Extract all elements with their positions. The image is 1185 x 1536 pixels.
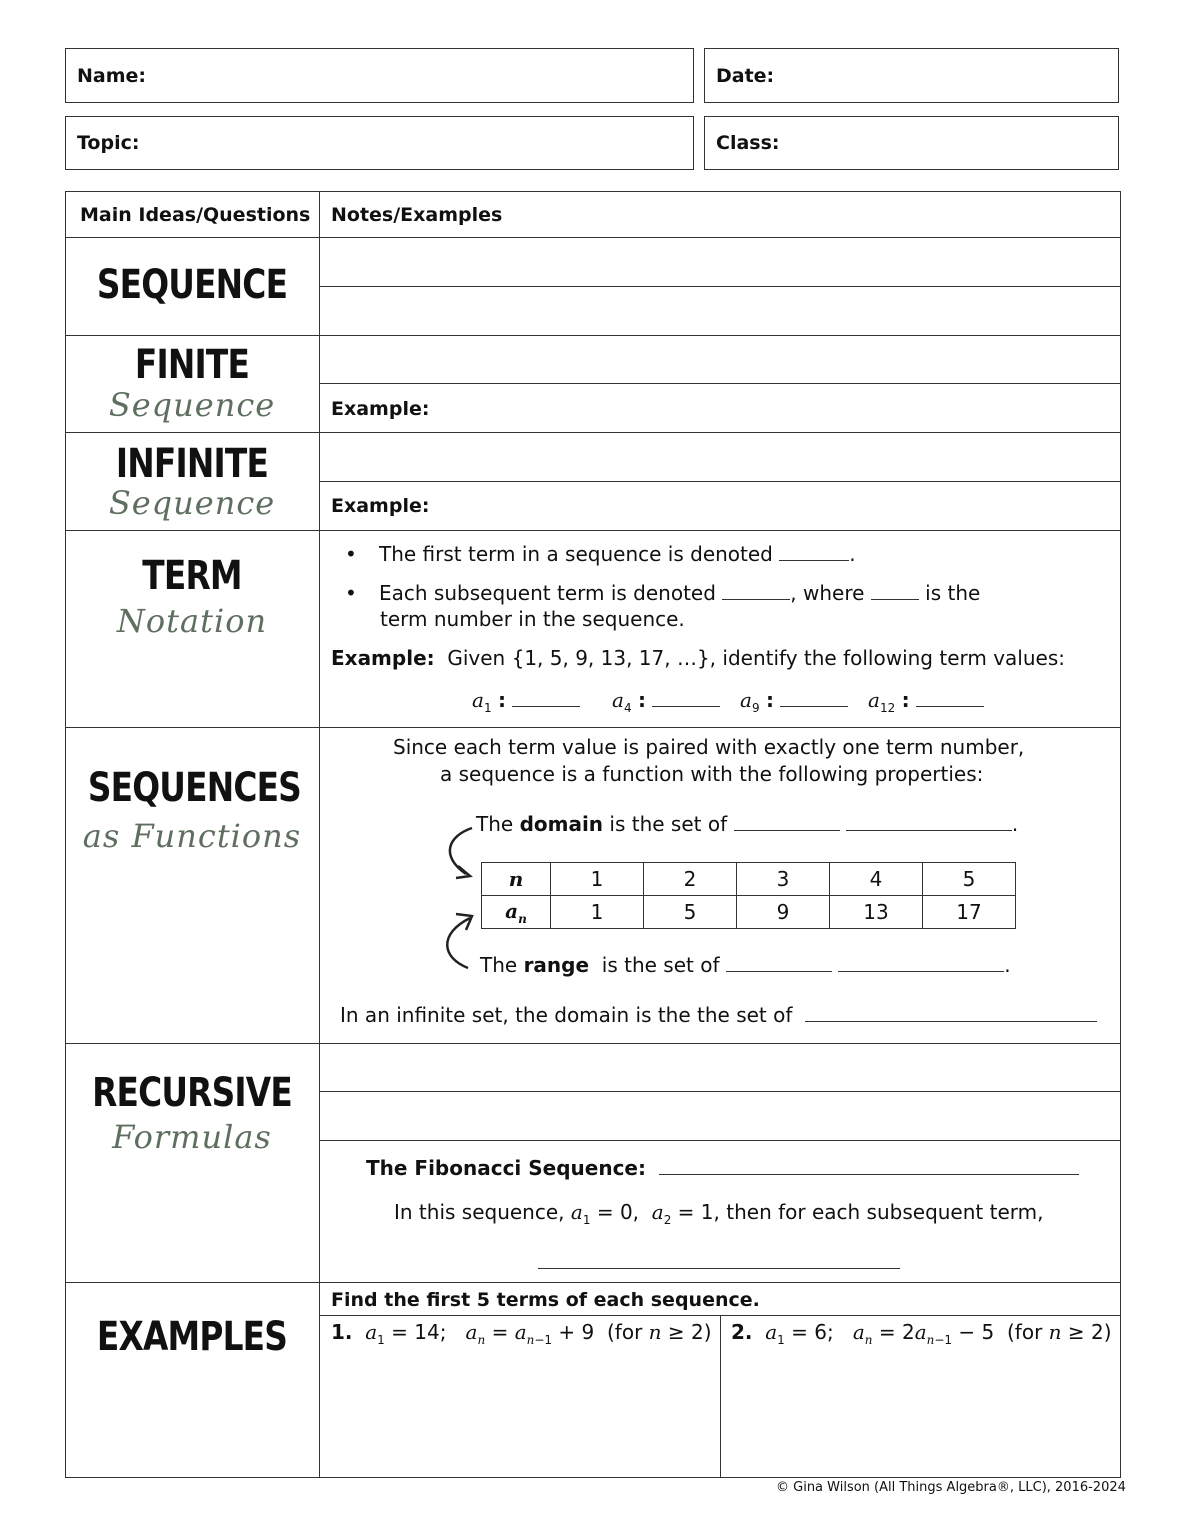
table-cell: 9 bbox=[737, 896, 830, 929]
copyright-text: © Gina Wilson (All Things Algebra®, LLC), 2016-2024 bbox=[776, 1480, 1126, 1495]
name-field[interactable] bbox=[65, 48, 694, 103]
term-value-a4: $a_4$ : bbox=[612, 688, 720, 715]
term-value-a9: $a_9$ : bbox=[740, 688, 848, 715]
term-subtitle: Notation bbox=[116, 602, 268, 640]
finite-title: FINITE bbox=[134, 342, 250, 388]
row-divider bbox=[65, 727, 1121, 728]
term-value-a12: $a_{12}$ : bbox=[868, 688, 984, 715]
table-cell: 5 bbox=[923, 863, 1016, 896]
notes-examples-header: Notes/Examples bbox=[331, 204, 503, 226]
table-row bbox=[482, 863, 1016, 896]
row-divider bbox=[65, 237, 1121, 238]
term-bullet-2-cont: term number in the sequence. bbox=[380, 607, 685, 631]
finite-subtitle: Sequence bbox=[108, 386, 276, 424]
row-divider bbox=[65, 335, 1121, 336]
functions-intro-2: a sequence is a function with the following properties: bbox=[440, 762, 984, 786]
class-field[interactable] bbox=[704, 116, 1119, 170]
note-line bbox=[319, 1140, 1121, 1141]
term-bullet-1: • The first term in a sequence is denoted . bbox=[345, 542, 856, 566]
table-cell: 13 bbox=[830, 896, 923, 929]
examples-divider bbox=[720, 1315, 721, 1478]
fibonacci-label: The Fibonacci Sequence: bbox=[366, 1156, 1079, 1180]
date-label: Date: bbox=[716, 64, 775, 87]
name-label: Name: bbox=[77, 64, 147, 87]
row-divider bbox=[65, 432, 1121, 433]
table-cell: 2 bbox=[644, 863, 737, 896]
row-divider bbox=[65, 530, 1121, 531]
class-label: Class: bbox=[716, 132, 780, 154]
date-field[interactable] bbox=[704, 48, 1119, 103]
row-label-n: n bbox=[482, 863, 551, 896]
table-cell: 1 bbox=[551, 863, 644, 896]
recursive-title: RECURSIVE bbox=[92, 1070, 292, 1116]
sequence-table bbox=[481, 862, 1016, 929]
row-label-an: $a_n$ bbox=[482, 896, 551, 929]
functions-title: SEQUENCES bbox=[87, 765, 301, 811]
sequence-title: SEQUENCE bbox=[96, 262, 288, 308]
fibonacci-answer-line[interactable] bbox=[538, 1268, 900, 1269]
topic-label: Topic: bbox=[77, 132, 140, 154]
topic-field[interactable] bbox=[65, 116, 694, 170]
term-value-a1: $a_1$ : bbox=[472, 688, 580, 715]
infinite-subtitle: Sequence bbox=[108, 484, 276, 522]
table-row bbox=[482, 896, 1016, 929]
recursive-subtitle: Formulas bbox=[112, 1118, 272, 1156]
note-line bbox=[319, 1091, 1121, 1092]
table-cell: 1 bbox=[551, 896, 644, 929]
fibonacci-text: In this sequence, $a_1 = 0$, $a_2 = 1$, then for each subsequent term, bbox=[394, 1200, 1044, 1227]
example-1: 1. $a_1 = 14$; $a_n = a_{n-1} + 9$ (for n ≥ 2) bbox=[331, 1320, 712, 1347]
infinite-example-label: Example: bbox=[331, 495, 430, 517]
column-divider bbox=[319, 191, 320, 1478]
infinite-domain-statement: In an infinite set, the domain is the the set of bbox=[340, 1003, 1097, 1027]
finite-example-label: Example: bbox=[331, 398, 430, 420]
example-2: 2. $a_1 = 6$; $a_n = 2a_{n-1} - 5$ (for n ≥ 2) bbox=[731, 1320, 1112, 1347]
table-cell: 4 bbox=[830, 863, 923, 896]
table-cell: 17 bbox=[923, 896, 1016, 929]
term-example: Example: Given {1, 5, 9, 13, 17, …}, identify the following term values: bbox=[331, 646, 1066, 670]
table-cell: 5 bbox=[644, 896, 737, 929]
note-line bbox=[319, 286, 1121, 287]
main-ideas-header: Main Ideas/Questions bbox=[80, 204, 311, 226]
range-arrow-icon bbox=[438, 908, 484, 970]
note-line bbox=[319, 383, 1121, 384]
range-statement: The range is the set of . bbox=[480, 953, 1011, 977]
examples-title: EXAMPLES bbox=[96, 1314, 288, 1360]
examples-instruction: Find the first 5 terms of each sequence. bbox=[331, 1289, 760, 1311]
table-cell: 3 bbox=[737, 863, 830, 896]
functions-intro-1: Since each term value is paired with exactly one term number, bbox=[393, 735, 1025, 759]
term-title: TERM bbox=[142, 553, 242, 599]
functions-subtitle: as Functions bbox=[82, 817, 302, 855]
infinite-title: INFINITE bbox=[115, 441, 269, 487]
note-line bbox=[319, 481, 1121, 482]
domain-arrow-icon bbox=[438, 826, 484, 882]
row-divider bbox=[65, 1043, 1121, 1044]
row-divider bbox=[65, 1282, 1121, 1283]
term-bullet-2: • Each subsequent term is denoted , where is the bbox=[345, 581, 981, 605]
domain-statement: The domain is the set of . bbox=[476, 812, 1019, 836]
